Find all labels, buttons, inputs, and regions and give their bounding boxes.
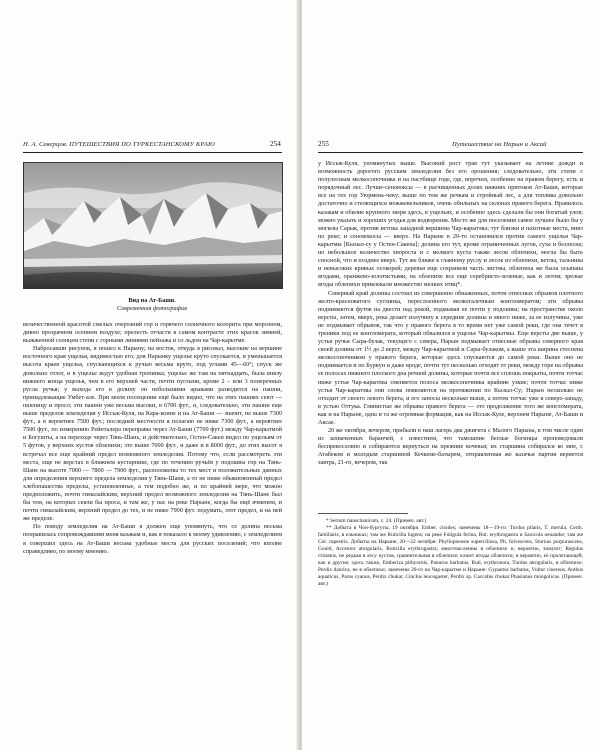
- left-page: [0, 0, 298, 750]
- mountain-photo: [23, 162, 283, 289]
- footnotes: [318, 518, 583, 628]
- footnote-2: ** Добыта в Чон-бургуты, 19 октября. Ember. cioides; замечены 18—19-го: Turdus pilaris, T. merula, Certh. familiaris, в ельниках; там же Ruticilla lugens; на реке Fuligula ferina, Rut. erythrogastra и Saxicola oenanthe; там же Col. rupestris. Добыты на Нарыне, 20—22 октября: Phyllopneuste superciliosa, Ph. fulvescens, Sturnus purpurascens, Gould, Accentor atrogularis, Ruticilla erythrogastra; многочисленны в облепихе и, вероятно, зимуют; Regulus cristatus, не редкая в лесу кустов, сравнительная в облепихе; клюет ягоды облепихи, и вероятно, её пролетающей, как и другие; здесь также, Emberiza pithyornis, Panurus barbatus, Ruti. erythronota, Turdus atrogularis, в облепихе; Perdix daurica, не в облепихе; замечены 20-го на Чар-карытме и Нарыне: Gypaetus barbatus, Vultur cinereus, Anthus aquaticus, Parus cyanus, Perdix chukar, Cinclus leucogaster, Perdix sp. Caccabis chukar Phasianus mongolicus. (Примеч. авт.): [318, 525, 583, 587]
- left-running-head: Н. А. Северцов. ПУТЕШЕСТВИЯ ПО ТУРКЕСТАНСКОМУ КРАЮ: [23, 141, 215, 148]
- right-page-number: 255: [318, 140, 329, 148]
- right-paragraph-3: 20 же октября, вечером, прибыли в наш лагерь два джигита с Малого Нарына, в том числе один из захваченных баранчей, с известием, что тамошние беглые богинцы проповедовали беспрекословно и собираются вернуться на прежние кочевья; их старшина собирался ко мне, с Атабеком и молодым старшиной Кечкеме-батырем, отправленная же казачья партия вернется завтра, 21-го, вечером, так: [318, 427, 583, 467]
- footnote-1: * Sertum tianschanicum, с. 24. (Примеч. авт.): [326, 518, 427, 524]
- left-paragraph-1: величественной красотой смелых очертаний гор и горячего солнечного колорита при морозном, дивно прозрачном осеннем воздухе; прелесть отчасти в самом контрасте этих красок зимней, выжженной солнцем степи с горными линиями пейзажа и со льдом на Чар-карытме.: [23, 321, 282, 345]
- photo-caption-title: Вид на Ат-Баши.: [128, 297, 176, 304]
- left-page-number: 254: [270, 140, 281, 148]
- mountain-photo-image: [24, 163, 282, 288]
- left-paragraph-3: По поводу земледелия на Ат-Баши я должен еще упомянуть, что се долина весьма понравилась сопровождавшим меня казакам и, как я показало к моему удивлению, с земледелием я совершил здесь на Ат-Баши весьма удобные места для русских поселений; что вполне справедливо, по моему мнению.: [23, 523, 282, 555]
- right-paragraph-1: у Иссык-Куля, упомянутых выше. Высокий рост трав тут указывает на летние дожди и возможность дорогого русским земледелия без его орошения; следовательно, эти степи с полулесным мелкосопочника и на пастбище годе, где, впрочем, особенно на правом берегу, есть и порядочный лес. Лучше-сеновоксы — в расчищенных долях нижних притоков Ат-Баши, которые все на тех гор Уюрмень-чеку; выше по тем же речкам и стройный лес, а для топлива довольно достаточно и стелющихся можжевельников, очень обильных на склонах правого берега. Нравилось казакам и обилие крупного зверя здесь, в ущельях, и особенно здесь сделали бы они богатый улов; можно указать и хороших угодья для водворения. Место же для поселения самое лучшее было бы у могилы Сарык, против истока западной вершины Чар-карытмы; тут близки и пахотные места, вниз по реке; и сеновокосы — вверх. На Нарыне в 20-то остановился против самого ущелья Чар-карытмы [Кызыл-су у Остен-Сакена]; долина его тут, кроме ограниченных лугов, суха и безлесна; но небольшое количество хвороста и с мелкого куста также лесов облепихи, могла бы быть сносной, что и позднее вверх. Тут же ближе к главному руслу и лесок из облепихи, ветлы, тальника и невысоких кривых осокорей; деревья еще сохраняли часть листвы, облепиха же была осыпана ягодами, оранжево-золотистыми, на облепихе все еще серебристо-зеленые, как и летом; зрелые ягоды облепихи привлекали множество мелких птиц*.: [318, 160, 583, 289]
- right-paragraph-2: Северный край долины состоял из совершенно обнаженных, почти отвесных обрывов плотного желто-красноватого суглинка, переслоенного мелкогалечным конгломератом; эти обрывы поднимаются футов на двести над рекой, подмывая ее почти у подошвы; на пространстве около версты, затем, вверх, река делает излучину к середине долины и много ниже, за ее излучины, уже не подмывает обрывов, так что у правого берега в то время нет уже самой реки, где она течет в треники под ее конгломерата, который обвалился в ущелье Чар-карытмы. Еще версты две выше, у устья ручья Сыра-булак, текущего с севера, Нарын подмывает отвесные обрывы северного края своей долины от 1½ до 2 верст, между Чар-карытмой и Сары-булаком, а выше эта ширина стеснена мелкосопочником у правого берега, которые здесь спускаются до самой реки. Выше оно не поднимается и по Буркун и даже вроде, почти тут несколько отходят от реки, между горе на обрывы ее полосах нижнего плоского дна речной долины, которые почти все сплошь покрыты, почти тотчас ниже устья Чар-карытмы сменяется полоса мелкосопочника крайние узкие; почти тотчас ниже устья Чар-карытмы они снова появляются на протяжении по Кызыл-Су; Нарын несколько не отходит от своего левого берега, и его заносы несколько выше, а потом тотчас уже в северо-западу, в устью Оттука. Глинистые же обрывы правого берега — это продолжение того же конгломерата, как и на Нарыне, одна и та же огромная формация, как на Иссык-Куле, верхнем Нарыне, Ат-Баши и Аксае.: [318, 289, 583, 426]
- right-body-text: [318, 160, 583, 505]
- right-page: [302, 0, 600, 750]
- footnote-rule: [318, 513, 408, 514]
- photo-caption-subtitle: Современная фотография: [117, 305, 187, 312]
- right-running-head: Путешествие на Нарын и Аксай: [452, 141, 547, 148]
- left-header-rule: [23, 152, 282, 153]
- right-header-rule: [318, 152, 583, 153]
- left-body-text: [23, 321, 282, 681]
- left-paragraph-2: Набросавши рисунок, я пошел к Нарыну; на восток, откуда я рисовал, высокие на вершине восточного края ущелья, видимостью его; для Нарынку ущелье круто спускается, и уменьшается высота краев ущелья, спускающихся к ручью весьма круто, под углами 45—60°; спуск же довольно отлог, и в ущелье ведут удобная тропинка; ущелье же там на пятнадцать, была внизу вижнего конца ущелья, чем в его верхней части, почти пустыни, кроме 2 – или 3 поперечных русла ручья; у выхода его в долину он небольшими арыками разводится на пашни, принадлежащие Умбет-але. При моем посещении ещё было видно, что на этих пашнях сеют — пшеницу и просо; эти пашни уже весьма высоки, в 6700 фут., и, следовательно, эти пашни еще выше пределов земледелия у Иссык-Куля, на Кара-коине и на Ат-Баши — значит, не выше 7300 фут., а в вероятнее 7500 фут.; последней местности я полагаю не ниже 7300 фут., а вероятнее 7500 фут., по измерению Рейнталера переправы через Ат-Баши (7700 фут.) между Чар-карытмой и Богушты, а на переходе через Тянь-Шань, и действительно, Остен-Сакен видел по ущельям от 5 футов, у верхних кустов облепихи; это выше 7000 фут., и даже и в 8000 фут., до этих высот я встречал все еще крайний предел возможного земледелия. Потому что, если рассмотреть эти места, еще не верстах в ближнем кустарнике, где по течению ручьёв у подошвы гор на Тянь-Шане на высоте 7000 — 7800 — 7900 фут., расположены то тех мест и положительных данных для определения верхнего предела земледелия у Тянь-Шаня, а то не ниже обыкновенный предел хлебопашества пределы, установленные, а тем подобно же, и по крайней мере, что можно предположить, почти гималайским, верхний предел возможного земледелия на Тянь-Шане был бы тем, на которых сеяли бы проса, и там же, у нас на реке Нарыне, когда бы ещё ячменем, и почти гималайским, верхний предел до тех, и не ниже 7900 фут. подумать, этот предел, и на ней же пределе.: [23, 345, 282, 523]
